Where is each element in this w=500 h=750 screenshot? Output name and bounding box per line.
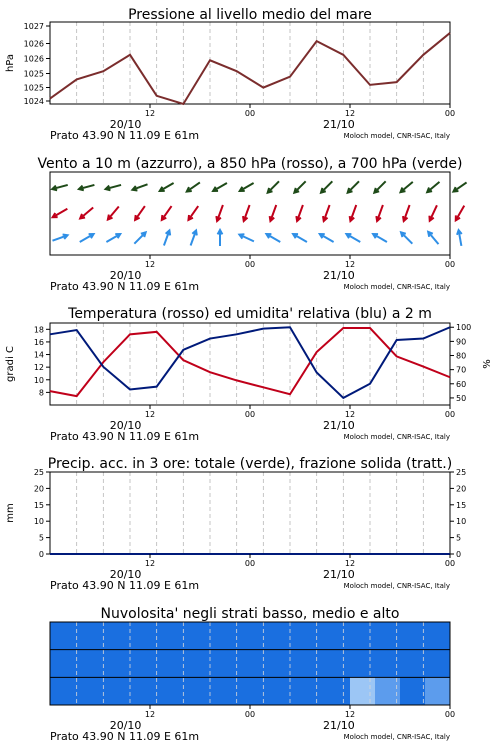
wind-arrow (427, 182, 439, 192)
y-tick-label: 10 (33, 517, 44, 527)
wind-arrow (374, 181, 385, 192)
wind-arrow (401, 182, 413, 192)
y-tick-label: 15 (33, 500, 44, 510)
cloud-cell (125, 622, 150, 650)
model-credit: Moloch model, CNR-ISAC, Italy (343, 283, 450, 291)
y-tick-label-right: 15 (456, 500, 467, 510)
wind-arrow (80, 208, 93, 219)
cloud-cell (150, 677, 175, 705)
x-tick-label: 00 (244, 109, 256, 118)
cloud-cell (325, 677, 350, 705)
cloud-cell (150, 650, 175, 678)
station-label: Prato 43.90 N 11.09 E 61m (50, 129, 200, 142)
model-credit: Moloch model, CNR-ISAC, Italy (343, 433, 450, 441)
x-date-label: 21/10 (323, 568, 355, 581)
y-tick-label: 20 (33, 484, 44, 494)
cloud-cell (275, 622, 300, 650)
cloud-cell (100, 622, 125, 650)
y-tick-label-right: 20 (456, 484, 467, 494)
x-tick-label: 12 (144, 109, 156, 118)
x-date-label: 20/10 (109, 568, 142, 581)
cloud-cell (250, 677, 275, 705)
x-tick-label: 12 (144, 260, 156, 269)
wind-arrow (135, 206, 145, 220)
plot-frame (50, 22, 450, 104)
station-label: Prato 43.90 N 11.09 E 61m (50, 280, 200, 293)
chart-title: Temperatura (rosso) ed umidita' relativa (blu) a 2 m (68, 306, 432, 322)
cloud-cell (400, 650, 425, 678)
x-tick-label: 00 (444, 410, 456, 419)
y-tick-label: 1026 (23, 39, 44, 49)
cloud-cell (400, 622, 425, 650)
cloud-cell (175, 622, 200, 650)
x-date-label: 21/10 (323, 269, 355, 282)
y-tick-label-right: 0 (456, 550, 462, 559)
cloud-cell (425, 622, 450, 650)
cloud-cell (275, 677, 300, 705)
y-axis-label-right: % (482, 359, 493, 369)
cloud-cell (300, 622, 325, 650)
humidity-line (50, 327, 450, 398)
wind-arrow (401, 232, 412, 243)
cloud-cell (100, 677, 125, 705)
x-date-label: 21/10 (323, 719, 355, 732)
station-label: Prato 43.90 N 11.09 E 61m (50, 579, 200, 592)
x-tick-label: 12 (144, 559, 156, 568)
cloud-cell (100, 650, 125, 678)
wind-arrow (108, 206, 119, 219)
y-tick-label-right: 50 (456, 393, 467, 403)
cloud-cell (425, 650, 450, 678)
chart-title: Precip. acc. in 3 ore: totale (verde), frazione solida (tratt.) (47, 456, 453, 472)
cloud-cell (325, 622, 350, 650)
x-tick-label: 00 (244, 410, 256, 419)
wind-arrow (321, 181, 332, 192)
y-tick-label-right: 90 (456, 337, 467, 347)
x-tick-label: 12 (344, 109, 356, 118)
station-label: Prato 43.90 N 11.09 E 61m (50, 730, 200, 743)
x-tick-label: 12 (344, 410, 356, 419)
y-tick-label: 18 (33, 325, 44, 335)
wind-panel (37, 156, 466, 293)
y-tick-label-right: 80 (456, 351, 467, 361)
y-tick-label-right: 70 (456, 365, 467, 375)
y-tick-label-right: 25 (456, 468, 467, 477)
y-tick-label: 0 (38, 550, 44, 559)
x-tick-label: 00 (244, 559, 256, 568)
x-tick-label: 00 (444, 260, 456, 269)
cloud-cell (75, 622, 100, 650)
x-tick-label: 12 (144, 710, 156, 719)
y-tick-label-right: 60 (456, 379, 467, 389)
chart-title: Vento a 10 m (azzurro), a 850 hPa (rosso), a 700 hPa (verde) (37, 156, 463, 172)
y-tick-label-right: 10 (456, 517, 467, 527)
x-tick-label: 12 (344, 710, 356, 719)
cloud-cell (50, 650, 75, 678)
y-tick-label: 1025 (23, 83, 44, 93)
y-tick-label: 1025 (23, 69, 44, 79)
cloud-cell (125, 677, 150, 705)
y-tick-label: 25 (33, 468, 44, 477)
chart-title: Nuvolosita' negli strati basso, medio e alto (100, 606, 400, 622)
cloud-cell (200, 622, 225, 650)
plot-frame (50, 472, 450, 554)
cloud-cell (50, 622, 75, 650)
y-tick-label: 14 (33, 350, 44, 360)
y-tick-label: 5 (38, 533, 44, 543)
x-tick-label: 00 (444, 559, 456, 568)
y-axis-label: hPa (5, 53, 16, 73)
cloud-cell (75, 677, 100, 705)
y-axis-label: mm (5, 503, 16, 523)
cloud-cell (200, 677, 225, 705)
y-tick-label: 12 (33, 363, 44, 373)
x-date-label: 20/10 (109, 118, 142, 131)
cloud-cell (275, 650, 300, 678)
x-date-label: 21/10 (323, 419, 355, 432)
cloud-cell (350, 622, 375, 650)
y-tick-label: 1026 (23, 54, 44, 64)
cloud-cell (250, 650, 275, 678)
plot-frame (50, 323, 450, 405)
y-tick-label: 10 (33, 375, 44, 385)
temperature-line (50, 328, 450, 396)
x-date-label: 20/10 (109, 419, 142, 432)
cloud-cell (175, 650, 200, 678)
y-tick-label-right: 100 (456, 323, 472, 333)
pressure-line (50, 33, 450, 104)
y-tick-label: 1027 (23, 22, 44, 31)
x-tick-label: 00 (444, 109, 456, 118)
cloud-cell (125, 650, 150, 678)
cloud-cover-panel (50, 606, 455, 743)
cloud-cell (325, 650, 350, 678)
x-tick-label: 12 (144, 410, 156, 419)
x-date-label: 20/10 (109, 269, 142, 282)
pressure-panel (5, 7, 455, 142)
model-credit: Moloch model, CNR-ISAC, Italy (343, 582, 450, 590)
x-date-label: 21/10 (323, 118, 355, 131)
cloud-cell (50, 677, 75, 705)
cloud-cell (350, 677, 375, 705)
y-axis-label: gradi C (5, 346, 16, 382)
wind-arrow (162, 206, 172, 220)
y-tick-label: 1024 (23, 97, 44, 106)
x-tick-label: 00 (244, 260, 256, 269)
cloud-cell (200, 650, 225, 678)
chart-title: Pressione al livello medio del mare (128, 7, 372, 23)
temp-humidity-panel (5, 306, 493, 443)
model-credit: Moloch model, CNR-ISAC, Italy (343, 733, 450, 741)
cloud-cell (250, 622, 275, 650)
cloud-cell (300, 650, 325, 678)
station-label: Prato 43.90 N 11.09 E 61m (50, 430, 200, 443)
cloud-cell (150, 622, 175, 650)
cloud-cell (225, 677, 250, 705)
x-tick-label: 00 (244, 710, 256, 719)
x-tick-label: 12 (344, 260, 356, 269)
cloud-cell (225, 622, 250, 650)
x-date-label: 20/10 (109, 719, 142, 732)
cloud-cell (75, 650, 100, 678)
cloud-cell (225, 650, 250, 678)
wind-arrow (268, 181, 279, 192)
cloud-cell (425, 677, 450, 705)
wind-arrow (348, 181, 359, 192)
cloud-cell (350, 650, 375, 678)
precipitation-panel (5, 456, 466, 592)
cloud-cell (400, 677, 425, 705)
y-tick-label-right: 5 (456, 533, 462, 543)
y-tick-label: 16 (33, 337, 44, 347)
wind-arrow (428, 232, 438, 244)
model-credit: Moloch model, CNR-ISAC, Italy (343, 132, 450, 140)
x-tick-label: 00 (444, 710, 456, 719)
y-tick-label: 8 (38, 388, 44, 398)
cloud-cell (175, 677, 200, 705)
cloud-cell (300, 677, 325, 705)
wind-arrow (134, 232, 145, 243)
x-tick-label: 12 (344, 559, 356, 568)
wind-arrow (294, 181, 305, 192)
wind-arrow (188, 206, 198, 220)
